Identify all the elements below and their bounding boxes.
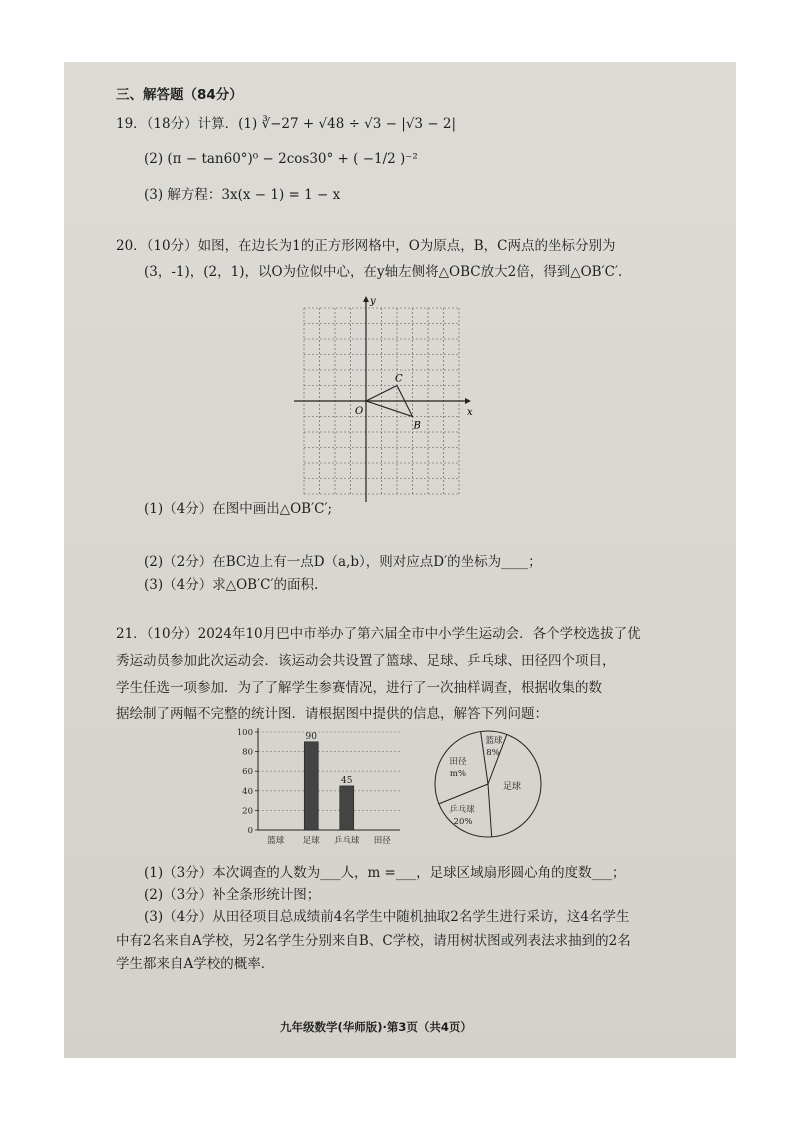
bar-category-label: 田径 [373, 836, 391, 846]
point-b-label: B [413, 420, 421, 432]
bar-data-label: 90 [305, 731, 317, 742]
pie-divider [439, 784, 488, 804]
coordinate-grid [292, 294, 492, 528]
bar-chart-categories [267, 835, 391, 846]
point-c-label: C [395, 373, 403, 385]
x-axis-arrow [465, 398, 471, 404]
q19-part3: (3) 解方程：3x(x − 1) = 1 − x [144, 187, 341, 203]
q21-line3: 学生任选一项参加．为了了解学生参赛情况，进行了一次抽样调查，根据收集的数 [116, 680, 602, 696]
pie-label-football: 足球 [502, 782, 522, 792]
bar-2 [340, 786, 354, 830]
q20-line2: (3，-1)，(2，1)，以O为位似中心，在y轴左侧将△OBC放大2倍，得到△OB′C′. [144, 264, 623, 280]
bar-chart-bars [304, 732, 354, 830]
bar-tick-label: 100 [236, 728, 253, 738]
bar-chart-gridlines [258, 732, 400, 810]
q21-line4: 据绘制了两幅不完整的统计图．请根据图中提供的信息，解答下列问题： [116, 706, 548, 722]
bar-category-label: 篮球 [267, 836, 285, 846]
bar-data-label: 45 [341, 775, 353, 786]
bar-category-label: 足球 [302, 836, 320, 846]
section-title: 三、解答题（84分） [116, 87, 243, 103]
pie-chart [432, 728, 544, 840]
q20-line1: 20．（10分）如图，在边长为1的正方形网格中，O为原点，B，C两点的坐标分别为 [116, 238, 616, 254]
bar-tick-label: 0 [247, 826, 253, 836]
origin-label: O [355, 406, 364, 417]
exam-page [64, 62, 736, 1058]
pie-label-athletics: 田径 [449, 757, 467, 767]
q19-stem: 19．（18分）计算．(1) ∛−27 + √48 ÷ √3 − |√3 − 2| [116, 116, 457, 132]
pie-value-basketball: 8% [486, 748, 500, 758]
bar-1 [304, 742, 318, 830]
q21-part2: (2)（3分）补全条形统计图； [144, 887, 321, 903]
q20-part1: (1)（4分）在图中画出△OB′C′; [144, 501, 333, 517]
pie-value-athletics: m% [449, 769, 467, 779]
q20-part3: (3)（4分）求△OB′C′的面积. [144, 577, 319, 593]
q21-line1: 21．（10分）2024年10月巴中市举办了第六届全市中小学生运动会．各个学校选拔了优 [116, 626, 641, 642]
q20-part2: (2)（2分）在BC边上有一点D（a,b），则对应点D′的坐标为____； [144, 554, 542, 570]
page-footer: 九年级数学(华师版)·第3页（共4页） [280, 1020, 472, 1034]
bar-tick-label: 80 [242, 747, 253, 758]
y-axis-label: y [370, 296, 376, 307]
bar-tick-label: 60 [242, 767, 253, 778]
q21-part3-line2: 中有2名来自A学校，另2名学生分别来自B、C学校，请用树状图或列表法求抽到的2名 [116, 933, 631, 949]
q21-line2: 秀运动员参加此次运动会．该运动会共设置了篮球、足球、乒乓球、田径四个项目， [116, 653, 616, 669]
pie-label-basketball: 篮球 [485, 736, 503, 746]
x-axis-label: x [467, 407, 473, 418]
q21-part3-line1: (3)（4分）从田径项目总成绩前4名学生中随机抽取2名学生进行采访，这4名学生 [144, 909, 630, 925]
q21-part3-line3: 学生都来自A学校的概率． [116, 956, 275, 972]
bar-chart [232, 726, 408, 856]
q21-part1: (1)（3分）本次调查的人数为___人，m =___，足球区域扇形圆心角的度数___； [144, 865, 626, 881]
bar-category-label: 乒乓球 [333, 836, 360, 846]
bar-tick-label: 20 [242, 806, 253, 817]
bar-chart-y-ticks [237, 728, 258, 836]
q19-part2: (2) (π − tan60°)⁰ − 2cos30° + ( −1/2 )⁻² [144, 151, 418, 167]
y-axis-arrow [363, 296, 369, 302]
pie-label-pingpong: 乒乓球 [449, 805, 475, 815]
pie-value-pingpong: 20% [453, 817, 473, 827]
bar-tick-label: 40 [242, 786, 253, 797]
pie-divider [488, 784, 492, 837]
pie-chart-labels [449, 735, 521, 827]
